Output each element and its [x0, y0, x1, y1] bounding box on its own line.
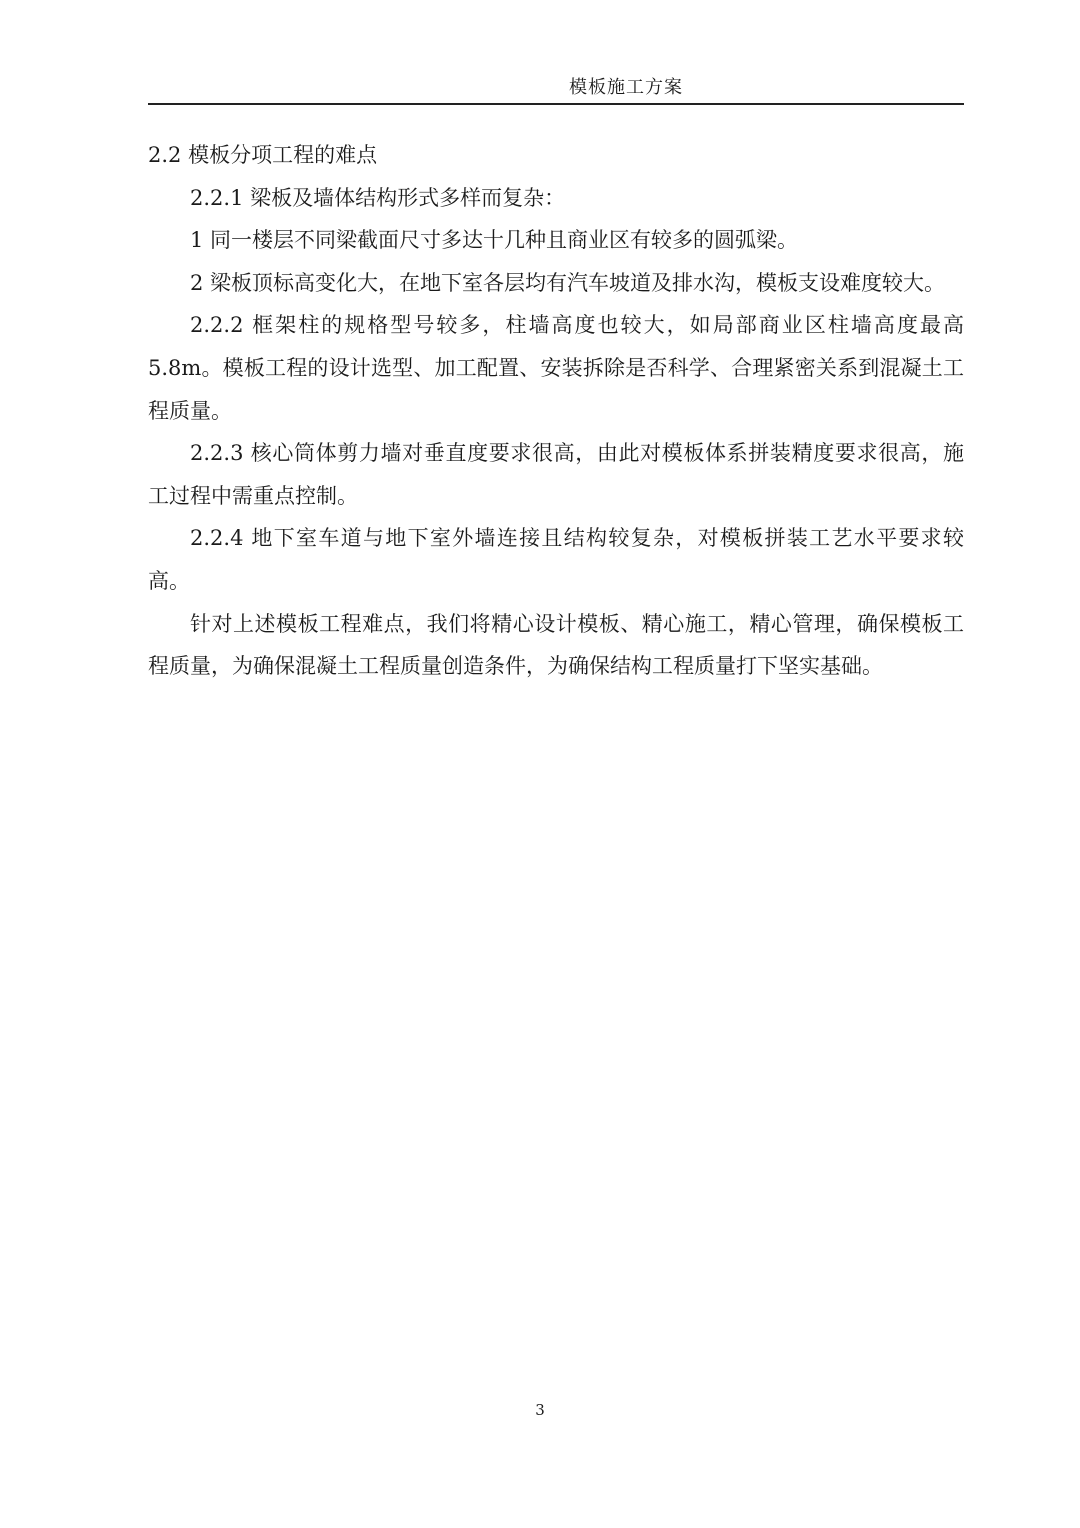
page-number: 3: [535, 1401, 545, 1419]
section-heading: 2.2 模板分项工程的难点: [148, 143, 378, 167]
subsection-2-2-4-line-1: 2.2.4 地下室车道与地下室外墙连接且结构较复杂，对模板拼装工艺水平要求较: [190, 526, 964, 551]
list-item-1: 1 同一楼层不同梁截面尺寸多达十几种且商业区有较多的圆弧梁。: [190, 228, 799, 253]
subsection-2-2-1: 2.2.1 梁板及墙体结构形式多样而复杂：: [190, 185, 566, 210]
subsection-2-2-2-line-3: 程质量。: [148, 398, 232, 423]
header-title: 模板施工方案: [569, 77, 683, 98]
page-header: [148, 76, 964, 105]
subsection-2-2-4-line-2: 高。: [148, 568, 190, 593]
conclusion-line-1: 针对上述模板工程难点，我们将精心设计模板、精心施工，精心管理，确保模板工: [190, 611, 964, 636]
subsection-2-2-2-line-1: 2.2.2 框架柱的规格型号较多，柱墙高度也较大，如局部商业区柱墙高度最高: [190, 313, 964, 338]
conclusion-line-2: 程质量，为确保混凝土工程质量创造条件，为确保结构工程质量打下坚实基础。: [148, 654, 883, 679]
subsection-2-2-3-line-2: 工过程中需重点控制。: [148, 483, 358, 508]
list-item-2: 2 梁板顶标高变化大，在地下室各层均有汽车坡道及排水沟，模板支设难度较大。: [190, 270, 946, 295]
subsection-2-2-3-line-1: 2.2.3 核心筒体剪力墙对垂直度要求很高，由此对模板体系拼装精度要求很高，施: [190, 441, 964, 466]
document-body: [148, 134, 964, 688]
subsection-2-2-2-line-2: 5.8m。模板工程的设计选型、加工配置、安装拆除是否科学、合理紧密关系到混凝土工: [148, 355, 964, 380]
